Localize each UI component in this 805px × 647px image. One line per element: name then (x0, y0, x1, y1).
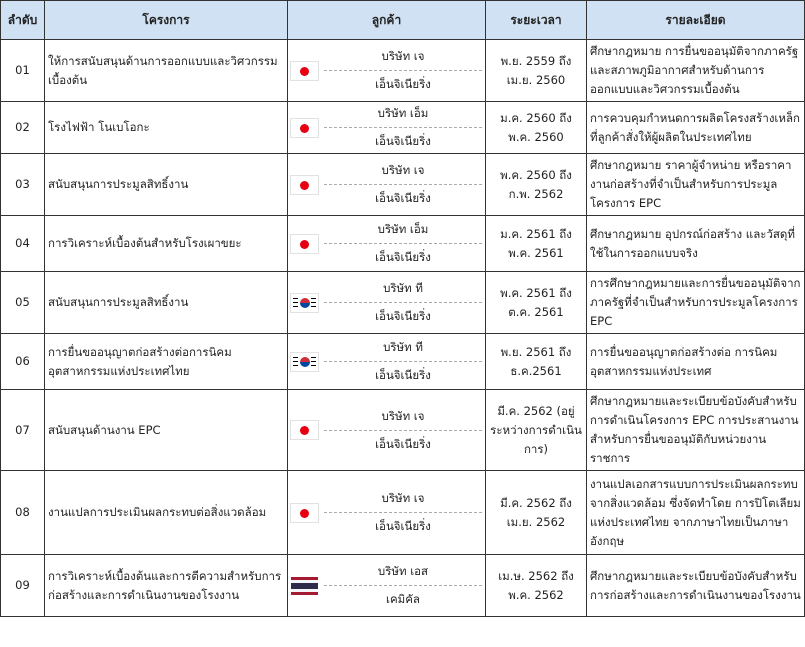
client-name-top: บริษัท เจ (324, 407, 482, 431)
project-detail: การยื่นขออนุญาตก่อสร้างต่อ การนิคมอุตสาหกรรมแห่งประเทศ (587, 334, 805, 390)
project-period: มี.ค. 2562 ถึง เม.ย. 2562 (486, 471, 587, 555)
table-row (1, 471, 805, 555)
client-name-top: บริษัท ที (324, 338, 482, 362)
project-name: ให้การสนับสนุนด้านการออกแบบและวิศวกรรมเบื้องต้น (45, 40, 288, 102)
table-row (1, 334, 805, 390)
client-cell (288, 272, 486, 334)
project-detail: การควบคุมกำหนดการผลิตโครงสร้างเหล็กที่ลูกค้าสั่งให้ผู้ผลิตในประเทศไทย (587, 102, 805, 154)
client-cell (288, 471, 486, 555)
client-name-bottom: เคมิคัล (386, 592, 420, 606)
japan-flag-icon (291, 421, 318, 439)
client-cell (288, 555, 486, 617)
project-name: สนับสนุนการประมูลสิทธิ์งาน (45, 154, 288, 216)
project-name: การวิเคราะห์เบื้องต้นและการตีความสำหรับการก่อสร้างและการดำเนินงานของโรงงาน (45, 555, 288, 617)
row-number: 08 (1, 471, 45, 555)
project-period: พ.ย. 2561 ถึง ธ.ค.2561 (486, 334, 587, 390)
project-detail: ศึกษากฎหมาย การยื่นขออนุมัติจากภาครัฐ และสภาพภูมิอากาศสำหรับด้านการออกแบบและวิศวกรรมเบื้องต้น (587, 40, 805, 102)
japan-flag-icon (291, 504, 318, 522)
header-no: ลำดับ (1, 1, 45, 40)
table-row (1, 40, 805, 102)
client-cell (288, 40, 486, 102)
project-period: มี.ค. 2562 (อยู่ระหว่างการดำเนินการ) (486, 390, 587, 471)
japan-flag-icon (291, 62, 318, 80)
korea-flag-icon (291, 294, 318, 312)
japan-flag-icon (291, 235, 318, 253)
flag-trigram-bar (293, 306, 298, 308)
table-row (1, 390, 805, 471)
flag-trigram-bar (311, 306, 316, 308)
client-name-top: บริษัท เอส (324, 562, 482, 586)
flag-trigram-bar (293, 302, 298, 304)
header-row (1, 1, 805, 40)
project-period: พ.ย. 2559 ถึง เม.ย. 2560 (486, 40, 587, 102)
project-detail: ศึกษากฎหมาย อุปกรณ์ก่อสร้าง และวัสดุที่ใช้ในการออกแบบจริง (587, 216, 805, 272)
project-detail: ศึกษากฎหมายและระเบียบข้อบังคับสำหรับการดำเนินโครงการ EPC การประสานงานสำหรับการยื่นขออนุมัติกับหน่วยงานราชการ (587, 390, 805, 471)
project-period: ม.ค. 2560 ถึง พ.ค. 2560 (486, 102, 587, 154)
client-name-top: บริษัท เจ (324, 161, 482, 185)
project-period: เม.ษ. 2562 ถึง พ.ค. 2562 (486, 555, 587, 617)
client-name-top: บริษัท เอ็ม (324, 104, 482, 128)
korea-flag-icon (291, 353, 318, 371)
flag-trigram-bar (311, 365, 316, 367)
client-name-bottom: เอ็นจิเนียริ่ง (375, 519, 431, 533)
client-name-bottom: เอ็นจิเนียริ่ง (375, 134, 431, 148)
project-name: การยื่นขออนุญาตก่อสร้างต่อการนิคมอุตสาหกรรมแห่งประเทศไทย (45, 334, 288, 390)
client-name-bottom: เอ็นจิเนียริ่ง (375, 368, 431, 382)
table-row (1, 555, 805, 617)
client-cell (288, 334, 486, 390)
thailand-flag-icon (291, 577, 318, 595)
row-number: 04 (1, 216, 45, 272)
flag-trigram-bar (293, 298, 298, 300)
table-row (1, 216, 805, 272)
client-name-bottom: เอ็นจิเนียริ่ง (375, 309, 431, 323)
project-name: งานแปลการประเมินผลกระทบต่อสิ่งแวดล้อม (45, 471, 288, 555)
row-number: 01 (1, 40, 45, 102)
client-name-bottom: เอ็นจิเนียริ่ง (375, 191, 431, 205)
client-name-top: บริษัท ที (324, 279, 482, 303)
project-detail: งานแปลเอกสารแบบการประเมินผลกระทบจากสิ่งแวดล้อม ซึ่งจัดทำโดย การปิโตเลียมแห่งประเทศไทย จากภาษาไทยเป็นภาษาอังกฤษ (587, 471, 805, 555)
project-period: พ.ค. 2561 ถึง ต.ค. 2561 (486, 272, 587, 334)
client-name-top: บริษัท เจ (324, 47, 482, 71)
table-row (1, 154, 805, 216)
flag-trigram-bar (311, 298, 316, 300)
project-period: ม.ค. 2561 ถึง พ.ค. 2561 (486, 216, 587, 272)
flag-trigram-bar (293, 365, 298, 367)
client-cell (288, 102, 486, 154)
row-number: 05 (1, 272, 45, 334)
project-name: สนับสนุนการประมูลสิทธิ์งาน (45, 272, 288, 334)
flag-trigram-bar (293, 361, 298, 363)
flag-trigram-bar (293, 357, 298, 359)
table-row (1, 102, 805, 154)
flag-trigram-bar (311, 302, 316, 304)
header-detail: รายละเอียด (587, 1, 805, 40)
row-number: 09 (1, 555, 45, 617)
header-client: ลูกค้า (288, 1, 486, 40)
japan-flag-icon (291, 119, 318, 137)
project-detail: การศึกษากฎหมายและการยื่นขออนุมัติจากภาครัฐที่จำเป็นสำหรับการประมูลโครงการ EPC (587, 272, 805, 334)
row-number: 03 (1, 154, 45, 216)
client-name-bottom: เอ็นจิเนียริ่ง (375, 436, 431, 451)
header-period: ระยะเวลา (486, 1, 587, 40)
client-cell (288, 390, 486, 471)
project-name: การวิเคราะห์เบื้องต้นสำหรับโรงเผาขยะ (45, 216, 288, 272)
table-row (1, 272, 805, 334)
client-name-bottom: เอ็นจิเนียริ่ง (375, 77, 431, 91)
row-number: 07 (1, 390, 45, 471)
japan-flag-icon (291, 176, 318, 194)
project-detail: ศึกษากฎหมายและระเบียบข้อบังคับสำหรับการก่อสร้างและการดำเนินงานของโรงงาน (587, 555, 805, 617)
header-project: โครงการ (45, 1, 288, 40)
project-name: สนับสนุนด้านงาน EPC (45, 390, 288, 471)
row-number: 06 (1, 334, 45, 390)
client-name-top: บริษัท เจ (324, 489, 482, 513)
client-cell (288, 216, 486, 272)
project-name: โรงไฟฟ้า โนเบโอกะ (45, 102, 288, 154)
client-name-top: บริษัท เอ็ม (324, 220, 482, 244)
project-period: พ.ค. 2560 ถึง ก.พ. 2562 (486, 154, 587, 216)
client-name-bottom: เอ็นจิเนียริ่ง (375, 250, 431, 264)
project-detail: ศึกษากฎหมาย ราคาผู้จำหน่าย หรือราคางานก่อสร้างที่จำเป็นสำหรับการประมูลโครงการ EPC (587, 154, 805, 216)
flag-trigram-bar (311, 357, 316, 359)
flag-trigram-bar (311, 361, 316, 363)
row-number: 02 (1, 102, 45, 154)
client-cell (288, 154, 486, 216)
